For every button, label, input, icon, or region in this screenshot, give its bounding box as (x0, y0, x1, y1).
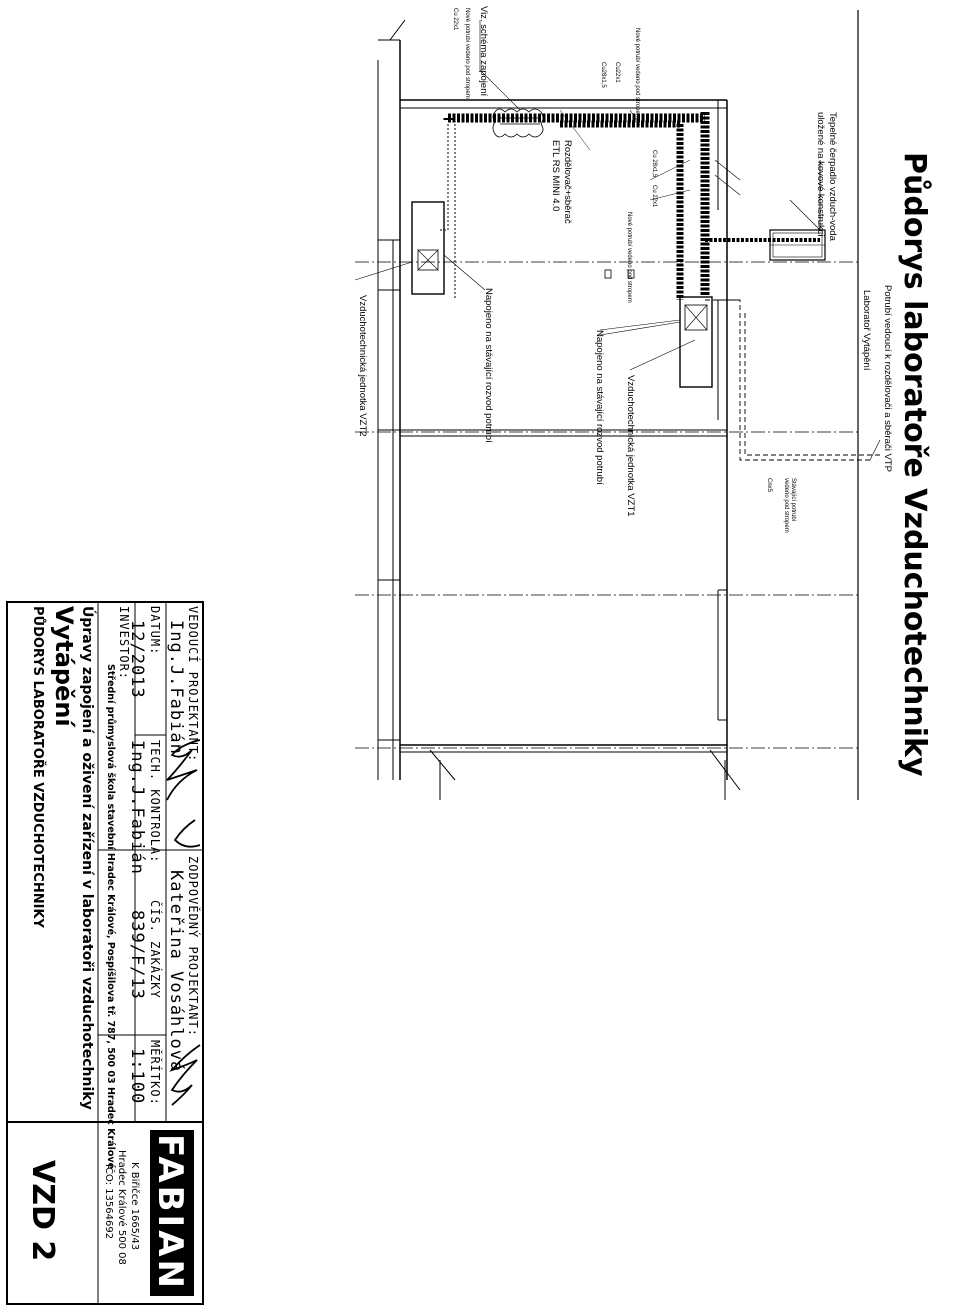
tb-cis-value: 839/F/13 (127, 910, 147, 1000)
tb-cis-label: ČÍS. ZAKÁZKY (148, 900, 162, 999)
annotation-tepelne-cerpadlo-1: Tepelné čerpadlo vzduch-voda (827, 112, 838, 241)
annotation-stavajici-1: Stávající potrubí (790, 478, 796, 522)
annotation-cu-left-a: Cu 22x1 (452, 8, 458, 31)
annotation-cu22-main: Cu 22x1 (651, 185, 657, 208)
annotation-cu22-b: Cu22x1 (614, 62, 620, 83)
company-address-1: K Biřičce 1665/43 (129, 1162, 140, 1251)
company-address-2: Hradec Králové 500 08 (116, 1150, 127, 1265)
drawing-number: VZD 2 (25, 1160, 60, 1262)
tb-meritko-value: 1:100 (127, 1048, 147, 1105)
tb-zodpovedny-label: ZODPOVĚDNÝ PROJEKTANT: (186, 856, 200, 1037)
tb-vedouci-name: Ing.J.Fabián (166, 620, 186, 755)
annotation-vzt2: Vzduchotechnická jednotka VZT2 (357, 295, 368, 437)
annotation-stavajici-2: vedeno pod stropem (783, 478, 789, 533)
tb-project-name: Úpravy zapojení a oživení zařízení v laboratoři vzduchotechniky (79, 606, 95, 1110)
tb-tech-value: Ing.J.Fabián (127, 740, 147, 875)
annotation-potrubi-vedouci: Potrubí vedoucí k rozdělovači a sběrači VTP (882, 285, 893, 472)
annotation-laborator-vytapeni: Laboratoř Vytápění (861, 290, 872, 371)
tb-discipline: Vytápění (50, 606, 78, 727)
tb-datum-value: 12/2013 (127, 620, 147, 699)
tb-datum-label: DATUM: (148, 606, 162, 656)
annotation-vzt1: Vzduchotechnická jednotka VZT1 (625, 375, 636, 517)
tb-drawing-name: PŮDORYS LABORATOŘE VZDUCHOTECHNIKY (30, 606, 45, 928)
annotation-nove-potrubi-a: Nové potrubí vedeno pod stropem (464, 8, 470, 99)
annotation-cu28-main: Cu 28x1,5 (651, 150, 657, 178)
tb-vedouci-label: VEDOUCÍ PROJEKTANT: (186, 606, 200, 763)
tb-tech-label: TECH. KONTROLA: (148, 740, 162, 864)
tb-meritko-label: MĚŘÍTKO: (148, 1040, 162, 1106)
annotation-rozdelovac-1: Rozdělovač+sběrač (562, 140, 573, 224)
company-ico: IČO: 13564692 (103, 1164, 114, 1240)
sheet-title: Půdorys laboratoře Vzduchotechniky (897, 152, 932, 777)
annotation-rozdelovac-2: ETL RS MINI 4.0 (550, 140, 561, 212)
company-logo: FABIAN (150, 1134, 190, 1291)
annotation-viz-schema: Viz. schéma zapojení (478, 6, 489, 97)
annotation-nove-potrubi-c: Nové potrubí vedeno pod stropem (626, 212, 632, 303)
annotation-napojeno-2: Napojeno na stávající rozvod potrubí (594, 330, 605, 485)
tb-investor-label: INVESTOR: (117, 606, 131, 681)
annotation-napojeno-1: Napojeno na stávající rozvod potrubí (483, 288, 494, 443)
annotation-nove-potrubi-b: Nové potrubí vedeno pod stropem (634, 28, 640, 119)
annotation-cu28-b: Cu28x1,5 (600, 62, 606, 88)
tb-investor-value: Střední průmyslová škola stavební Hradec Králové, Pospíšilova tř. 787, 500 03 Hradec Králové (105, 664, 116, 1170)
annotation-stavajici-3: Cnx5 (766, 478, 772, 493)
annotation-tepelne-cerpadlo-2: uložené na kovové konstrukci (815, 112, 826, 237)
tb-zodpovedny-name: Kateřina Vosáhlová (166, 870, 186, 1073)
